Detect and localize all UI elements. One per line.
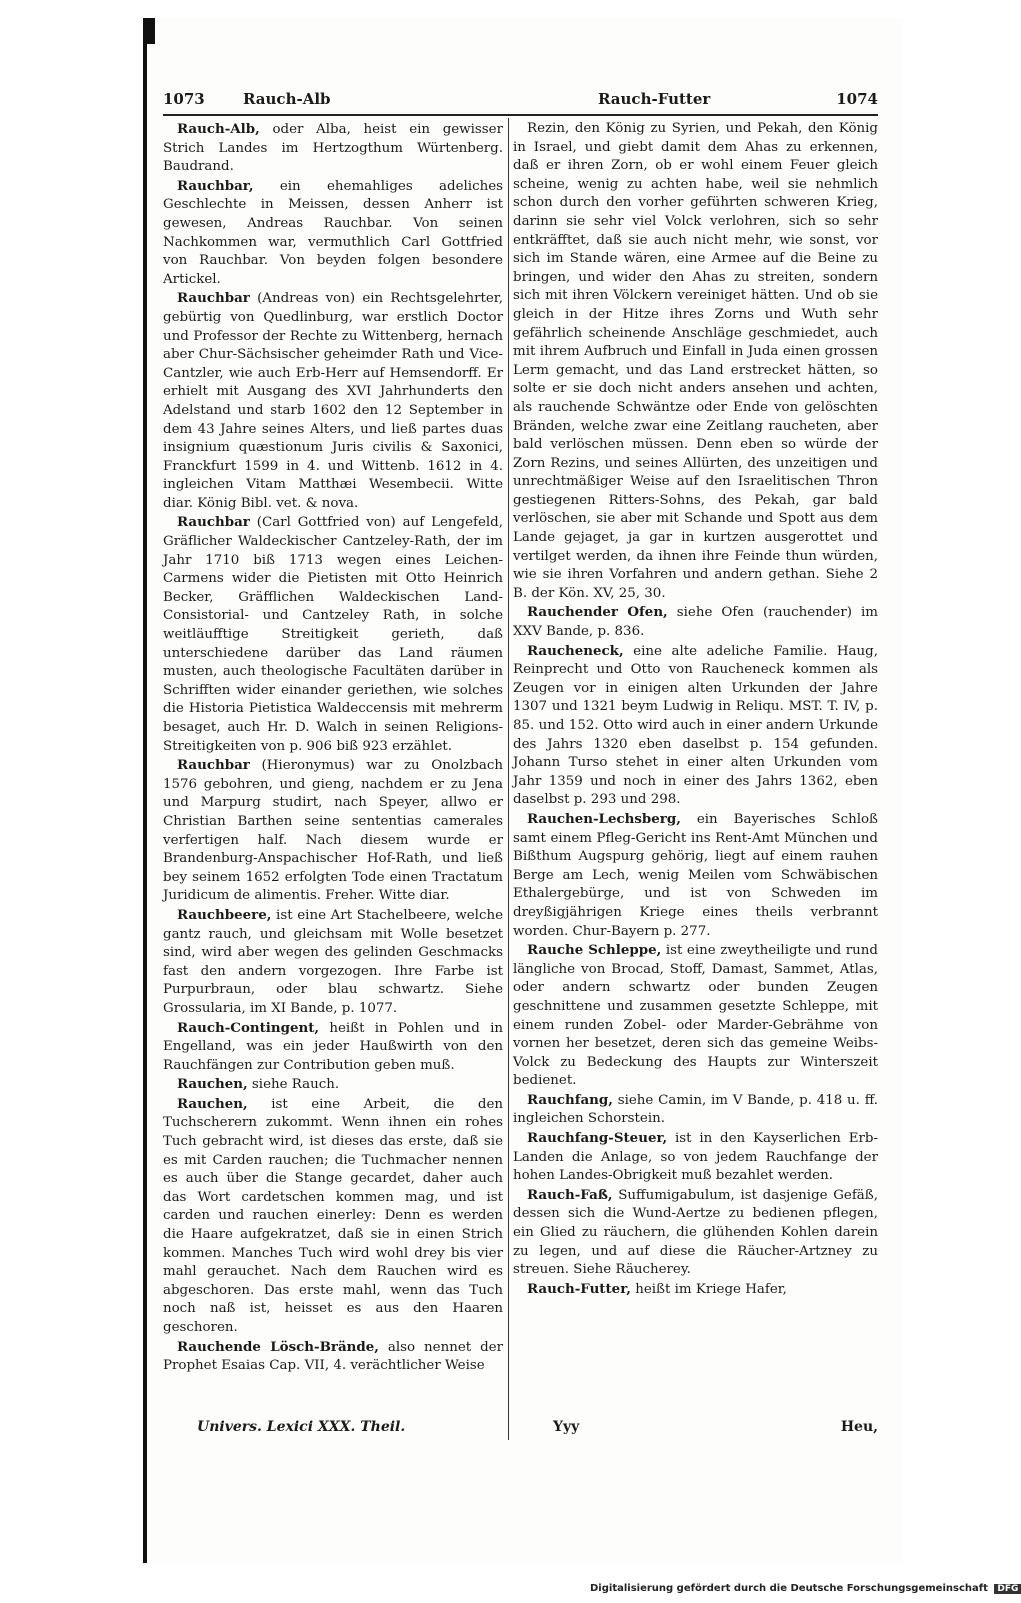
entry-headword: Rauchfang-Steuer,: [527, 1130, 668, 1147]
entry-headword: Rauchbar,: [177, 177, 254, 194]
dfg-logo: DFG: [994, 1584, 1021, 1594]
dictionary-entry: [163, 1075, 503, 1095]
dictionary-entry: [513, 642, 878, 810]
dictionary-entry: [513, 1091, 878, 1129]
entry-text: ist in den Kayserlichen Erb-Landen die Anlage, so von jedem Rauchfange der hohen Landes-Obrigkeit muß bezahlet werden.: [513, 1131, 878, 1184]
entry-headword: Rauchender Ofen,: [527, 604, 668, 621]
entry-text: ist eine zweytheiligte und rund längliche von Brocad, Stoff, Damast, Sammet, Atlas, oder andern schwartz oder bunden Zeugen geschnittene und zusammen gesetzte Schleppe, mit einem runden Zobel- oder Marder-Gebrähme von vornen her besetzet, deren sich das gemeine Weibs-Volck zu Bedeckung des Haupts zur Winterszeit bedienet.: [513, 943, 878, 1089]
entry-text: ist eine Arbeit, die den Tuchscherern zukommt. Wenn ihnen ein rohes Tuch gebracht wird, ist dieses das erste, daß sie es mit Carden rauchen; die Tuchmacher nennen es auch über die Stange gecardet, daher auch das Wort cardetschen kommen mag, und ist carden und rauchen einerley: Denn es werden die Haare aufgekratzet, daß sie in einen Strich kommen. Manches Tuch wird wohl drey bis vier mahl gerauchet. Nach dem Rauchen wird es abgeschoren. Das erste mahl, wenn das Tuch noch naß ist, heisset es aus den Haaren geschoren.: [163, 1096, 503, 1335]
dictionary-entry: [163, 120, 503, 177]
entry-headword: Rauchen,: [177, 1095, 248, 1112]
entry-text: ein Bayerisches Schloß samt einem Pfleg-Gericht ins Rent-Amt München und Bißthum Augspurg gehörig, liegt auf einem rauhen Berge am Lech, wenig Meilen vom Schwäbischen Ethalergebürge, und ist von Schweden im dreyßigjährigen Kriege eines theils verbrannt worden. Chur-Bayern p. 277.: [513, 811, 878, 939]
dictionary-entry: [513, 603, 878, 641]
entry-text: (Andreas von) ein Rechtsgelehrter, gebürtig von Quedlinburg, war erstlich Doctor und Professor der Rechte zu Wittenberg, hernach aber Chur-Sächsischer geheimder Rath und Vice-Cantzler, wie auch Erb-Herr auf Hemsendorff. Er erhielt mit Ausgang des XVI Jahrhunderts den Adelstand und starb 1602 den 12 September in dem 43 Jahre seines Alters, und ließ partes duas insignium quæstionum Juris civilis & Saxonici, Franckfurt 1599 in 4. und Wittenb. 1612 in 4. ingleichen Vitam Matthæi Wesembecii. Witte diar. König Bibl. vet. & nova.: [163, 291, 503, 511]
entry-text: Rezin, den König zu Syrien, und Pekah, den König in Israel, und giebt damit dem Ahas zu erkennen, daß er ihren Zorn, ob er wohl einem Feuer gleich scheine, wenig zu achten habe, weil sie nehmlich schon durch den vorher geführten schweren Krieg, darinn sie sehr viel Volck verlohren, sich so sehr entkräfftet, daß sie auch nicht mehr, wie sonst, vor sich im Stande wären, eine Armee auf die Beine zu bringen, und wider den Ahas zu streiten, sondern sich mit ihren Völckern vereiniget hätten. Und ob sie gleich in der Hitze ihres Zorns und Wuth sehr gefährlich scheinende Anschläge geschmiedet, auch mit ihrem Aufbruch und Einfall in Juda einen grossen Lerm gemacht, und das Land erstrecket hätten, so solte er sie doch nicht anders ansehen und achten, als rauchende Schwäntze oder Ende von gelöschten Bränden, welche zwar eine Zeitlang raucheten, aber bald verlöschen müssen. Denn eben so würde der Zorn Rezins, und seines Allürten, des unzeitigen und unrechtmäßiger Weise auf den Israelitischen Thron gestiegenen Ritters-Sohns, des Pekah, gar bald verlöschen, sie aber mit Schande und Spott aus dem Lande gejaget, ja gar in kurtzen ausgerottet und vertilget werden, da ihnen ihre Feinde thun würden, wie sie ihren Vorfahren und andern gethan. Siehe 2 B. der Kön. XV, 25, 30.: [513, 121, 878, 601]
column-divider: [508, 118, 509, 1440]
entry-text: Suffumigabulum, ist dasjenige Gefäß, dessen sich die Wund-Aertze zu bedienen pflegen, ein Glied zu räuchern, die glühenden Kohlen darein zu legen, und auf diese die Räucher-Artzney zu streuen. Siehe Räucherey.: [513, 1187, 878, 1278]
entry-headword: Rauchbeere,: [177, 906, 272, 923]
entry-text: oder Alba, heist ein gewisser Strich Landes im Hertzogthum Würtenberg. Baudrand.: [163, 122, 503, 175]
left-column: [163, 120, 503, 1376]
dictionary-entry: [513, 941, 878, 1091]
entry-headword: Rauch-Alb,: [177, 121, 260, 137]
binding-spine: [143, 18, 147, 1563]
entry-text: also nennet der Prophet Esaias Cap. VII, 4. verächtlicher Weise: [163, 1339, 503, 1374]
dictionary-entry: [513, 810, 878, 941]
dictionary-entry: [163, 289, 503, 513]
entry-text: heißt in Pohlen und in Engelland, was ein jeder Haußwirth von den Rauchfängen zur Contribution geben muß.: [163, 1020, 503, 1073]
entry-text: siehe Ofen (rauchender) im XXV Bande, p. 836.: [513, 605, 878, 640]
signature-line: Univers. Lexici XXX. Theil.: [197, 1419, 406, 1435]
entry-headword: Rauche Schleppe,: [527, 942, 662, 959]
right-column: [513, 120, 878, 1299]
entry-text: heißt im Kriege Hafer,: [630, 1281, 787, 1297]
catchword: Heu,: [840, 1419, 878, 1435]
entry-headword: Rauchbar: [177, 757, 250, 774]
page-footer: [163, 1419, 878, 1441]
entry-text: eine alte adeliche Familie. Haug, Reinprecht und Otto von Raucheneck kommen als Zeugen vor in einigen alten Urkunden der Jahre 1307 und 1321 beym Ludwig in Reliqu. MST. T. IV, p. 85. und 152. Otto wird auch in einer andern Urkunde des Jahrs 1320 eben daselbst p. 154 gefunden. Johann Turso stehet in einer alten Urkunden vom Jahr 1359 und noch in einer des Jahrs 1362, eben daselbst p. 293 und 298.: [513, 643, 878, 808]
entry-headword: Raucheneck,: [527, 642, 624, 659]
entry-text: ein ehemahliges adeliches Geschlechte in Meissen, dessen Anherr ist gewesen, Andreas Rauchbar. Von seinen Nachkommen war, vermuthlich Carl Gottfried von Rauchbar. Von beyden folgen besondere Artickel.: [163, 178, 503, 287]
dictionary-entry: [513, 120, 878, 603]
entry-text: (Hieronymus) war zu Onolzbach 1576 gebohren, und gieng, nachdem er zu Jena und Marpurg studirt, nach Speyer, allwo er Christian Barthen seine sententias camerales verfertigen half. Nach diesem wurde er Brandenburg-Anspachischer Hof-Rath, und ließ bey seinem 1652 erfolgten Tode einen Tractatum Juridicum de alimentis. Freher. Witte diar.: [163, 758, 503, 904]
header-rule: [163, 114, 878, 116]
dictionary-entry: [163, 906, 503, 1019]
entry-headword: Rauchfang,: [527, 1091, 613, 1108]
page-number-left: 1073: [163, 90, 205, 108]
dictionary-entry: [163, 756, 503, 906]
entry-headword: Rauch-Futter,: [527, 1280, 631, 1297]
entry-headword: Rauchbar: [177, 514, 250, 531]
entry-headword: Rauchen-Lechsberg,: [527, 810, 681, 827]
entry-headword: Rauch-Faß,: [527, 1186, 613, 1203]
dictionary-entry: [163, 513, 503, 756]
page-number-right: 1074: [836, 90, 878, 108]
digitization-credit: [590, 1583, 1019, 1599]
credit-text: Digitalisierung gefördert durch die Deutsche Forschungsgemeinschaft: [590, 1583, 988, 1594]
dictionary-entry: [513, 1280, 878, 1300]
header-keyword-right: Rauch-Futter: [598, 90, 711, 108]
entry-headword: Rauchende Lösch-Brände,: [177, 1338, 379, 1355]
entry-headword: Rauch-Contingent,: [177, 1019, 320, 1036]
dictionary-entry: [163, 1095, 503, 1338]
dictionary-entry: [513, 1186, 878, 1280]
entry-text: ist eine Art Stachelbeere, welche gantz rauch, und gleichsam mit Wolle besetzet sind, wird aber wegen des gelinden Geschmacks fast den andern vorgezogen. Ihre Farbe ist Purpurbraun, oder blau schwartz. Siehe Grossularia, im XI Bande, p. 1077.: [163, 907, 503, 1016]
entry-text: siehe Rauch.: [247, 1077, 340, 1093]
header-keyword-left: Rauch-Alb: [243, 90, 331, 108]
dictionary-entry: [163, 177, 503, 290]
entry-text: (Carl Gottfried von) auf Lengefeld, Gräflicher Waldeckischer Cantzeley-Rath, der im Jahr 1710 biß 1713 wegen eines Leichen-Carmens wider die Pietisten mit Otto Heinrich Becker, Gräfflichen Waldeckischen Land-Consistorial- und Cantzeley Rath, in solche weitläufftige Streitigkeit gerieth, daß unterschiedene darüber das Land räumen musten, auch theologische Facultäten darüber in Schrifften wider einander geriethen, wie solches die Historia Pietistica Waldeccensis mit mehrerm besaget, auch Hr. D. Walch in seinen Religions-Streitigkeiten von p. 906 biß 923 erzählet.: [163, 515, 503, 754]
running-header: [163, 90, 878, 112]
entry-headword: Rauchbar: [177, 290, 250, 307]
entry-text: siehe Camin, im V Bande, p. 418 u. ff. ingleichen Schorstein.: [513, 1092, 878, 1127]
dictionary-entry: [163, 1338, 503, 1376]
signature-mark: Yyy: [553, 1419, 580, 1435]
entry-headword: Rauchen,: [177, 1076, 248, 1093]
dictionary-entry: [163, 1019, 503, 1076]
binding-corner: [143, 18, 155, 44]
dictionary-entry: [513, 1129, 878, 1186]
